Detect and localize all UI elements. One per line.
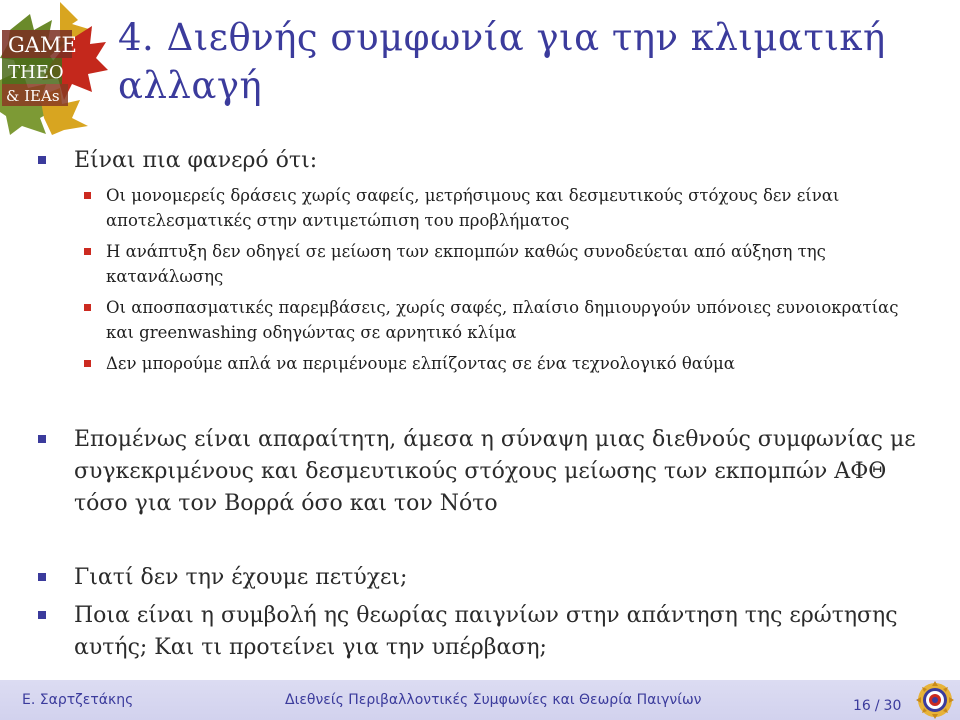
logo-graphic <box>0 0 108 135</box>
sub-bullet-4 <box>74 351 928 376</box>
slide-footer <box>0 680 960 720</box>
logo-text-ieas: & IEAs <box>6 87 60 105</box>
footer-short-title: Διεθνείς Περιβαλλοντικές Συμφωνίες και Θεωρία Παιγνίων <box>285 692 702 708</box>
sub-bullet-4-text: Δεν μπορούμε απλά να περιμένουμε ελπίζοντας σε ένα τεχνολογικό θαύμα <box>106 354 735 373</box>
bullet-1-text: Είναι πια φανερό ότι: <box>74 148 318 173</box>
sub-bullet-1-text: Οι μονομερείς δράσεις χωρίς σαφείς, μετρήσιμους και δεσμευτικούς στόχους δεν είναι αποτελεσματικές στην αντιμετώπιση του προβλήματος <box>106 186 840 230</box>
bullet-2 <box>38 424 928 520</box>
square-bullet-icon <box>84 248 91 255</box>
sub-bullet-3 <box>74 295 928 345</box>
sub-bullets <box>38 183 928 376</box>
page-number <box>853 698 901 714</box>
square-bullet-icon <box>84 192 91 199</box>
square-bullet-icon <box>38 156 46 164</box>
footer-author: Ε. Σαρτζετάκης <box>22 692 134 708</box>
bullet-3-text: Γιατί δεν την έχουμε πετύχει; <box>74 565 408 590</box>
square-bullet-icon <box>84 360 91 367</box>
sub-bullet-2 <box>74 239 928 289</box>
sub-bullet-2-text: Η ανάπτυξη δεν οδηγεί σε μείωση των εκπομπών καθώς συνοδεύεται από αύξηση της κατανάλωσης <box>106 242 826 286</box>
page-current: 16 <box>853 698 871 714</box>
square-bullet-icon <box>38 611 46 619</box>
university-seal-icon <box>914 680 956 720</box>
sub-bullet-3-text: Οι αποσπασματικές παρεμβάσεις, χωρίς σαφές, πλαίσιο δημιουργούν υπόνοιες ευνοιοκρατίας και greenwashing οδηγώντας σε αρνητικό κλίμα <box>106 298 899 342</box>
bullet-3 <box>38 562 928 594</box>
game-theory-logo <box>0 0 108 135</box>
sub-bullet-1 <box>74 183 928 233</box>
square-bullet-icon <box>38 573 46 581</box>
bullet-2-text: Επομένως είναι απαραίτητη, άμεσα η σύναψη μιας διεθνούς συμφωνίας με συγκεκριμένους και δεσμευτικούς στόχους μείωσης των εκπομπών ΑΦΘ τόσο για τον Βορρά όσο και τον Νότο <box>74 427 916 516</box>
slide-title: 4. Διεθνής συμφωνία για την κλιματική αλλαγή <box>118 16 886 107</box>
logo-text-theo: THEO <box>8 62 64 83</box>
square-bullet-icon <box>84 304 91 311</box>
page-total: 30 <box>883 698 902 714</box>
slide-content <box>38 145 928 664</box>
logo-text-game: GAME <box>8 33 77 57</box>
square-bullet-icon <box>38 435 46 443</box>
page-separator: / <box>874 698 880 714</box>
bullet-1 <box>38 145 928 177</box>
bullet-4-text: Ποια είναι η συμβολή ης θεωρίας παιγνίων στην απάντηση της ερώτησης αυτής; Και τι προτείνει για την υπέρβαση; <box>74 603 898 660</box>
bullet-4 <box>38 600 928 664</box>
